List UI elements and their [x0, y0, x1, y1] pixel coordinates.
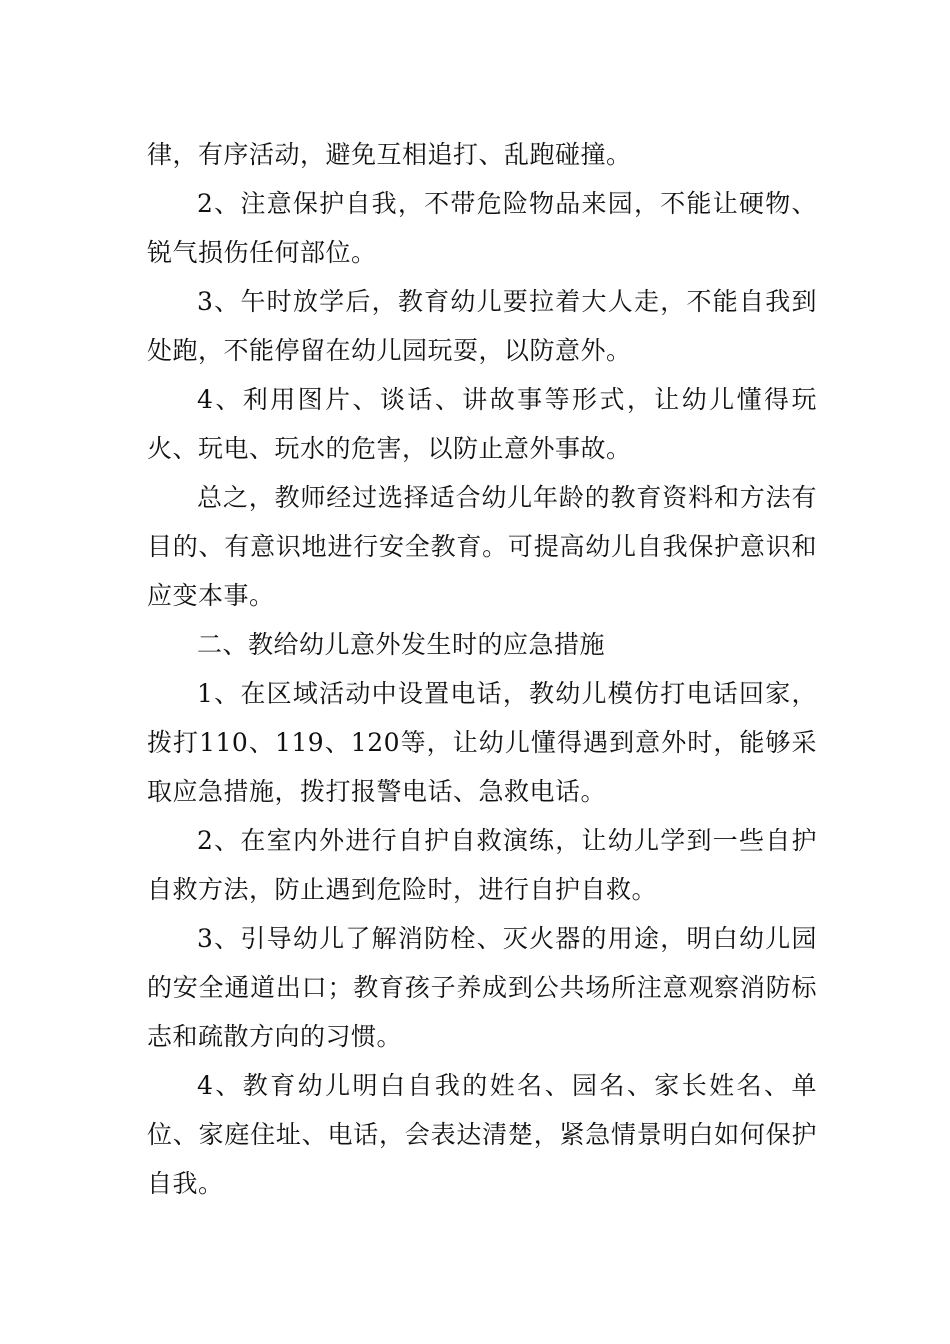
paragraph-measure-3: 3、引导幼儿了解消防栓、灭火器的用途，明白幼儿园的安全通道出口；教育孩子养成到公共场所注意观察消防标志和疏散方向的习惯。	[147, 924, 817, 1051]
section-heading: 二、教给幼儿意外发生时的应急措施	[197, 630, 606, 659]
paragraph-item-3: 3、午时放学后，教育幼儿要拉着大人走，不能自我到处跑，不能停留在幼儿园玩耍，以防意外。	[147, 287, 817, 365]
paragraph-item-4: 4、利用图片、谈话、讲故事等形式，让幼儿懂得玩火、玩电、玩水的危害，以防止意外事故。	[147, 385, 817, 463]
paragraph-continuation: 律，有序活动，避免互相追打、乱跑碰撞。	[147, 140, 632, 169]
paragraph-measure-1: 1、在区域活动中设置电话，教幼儿模仿打电话回家，拨打110、119、120等，让幼儿懂得遇到意外时，能够采取应急措施，拨打报警电话、急救电话。	[147, 679, 817, 806]
paragraph-item-2: 2、注意保护自我，不带危险物品来园，不能让硬物、锐气损伤任何部位。	[147, 189, 817, 267]
paragraph-measure-4: 4、教育幼儿明白自我的姓名、园名、家长姓名、单位、家庭住址、电话，会表达清楚，紧急情景明白如何保护自我。	[147, 1071, 817, 1198]
paragraph-measure-2: 2、在室内外进行自护自救演练，让幼儿学到一些自护自救方法，防止遇到危险时，进行自护自救。	[147, 826, 817, 904]
document-body	[147, 130, 817, 1208]
paragraph-summary: 总之，教师经过选择适合幼儿年龄的教育资料和方法有目的、有意识地进行安全教育。可提高幼儿自我保护意识和应变本事。	[147, 483, 817, 610]
